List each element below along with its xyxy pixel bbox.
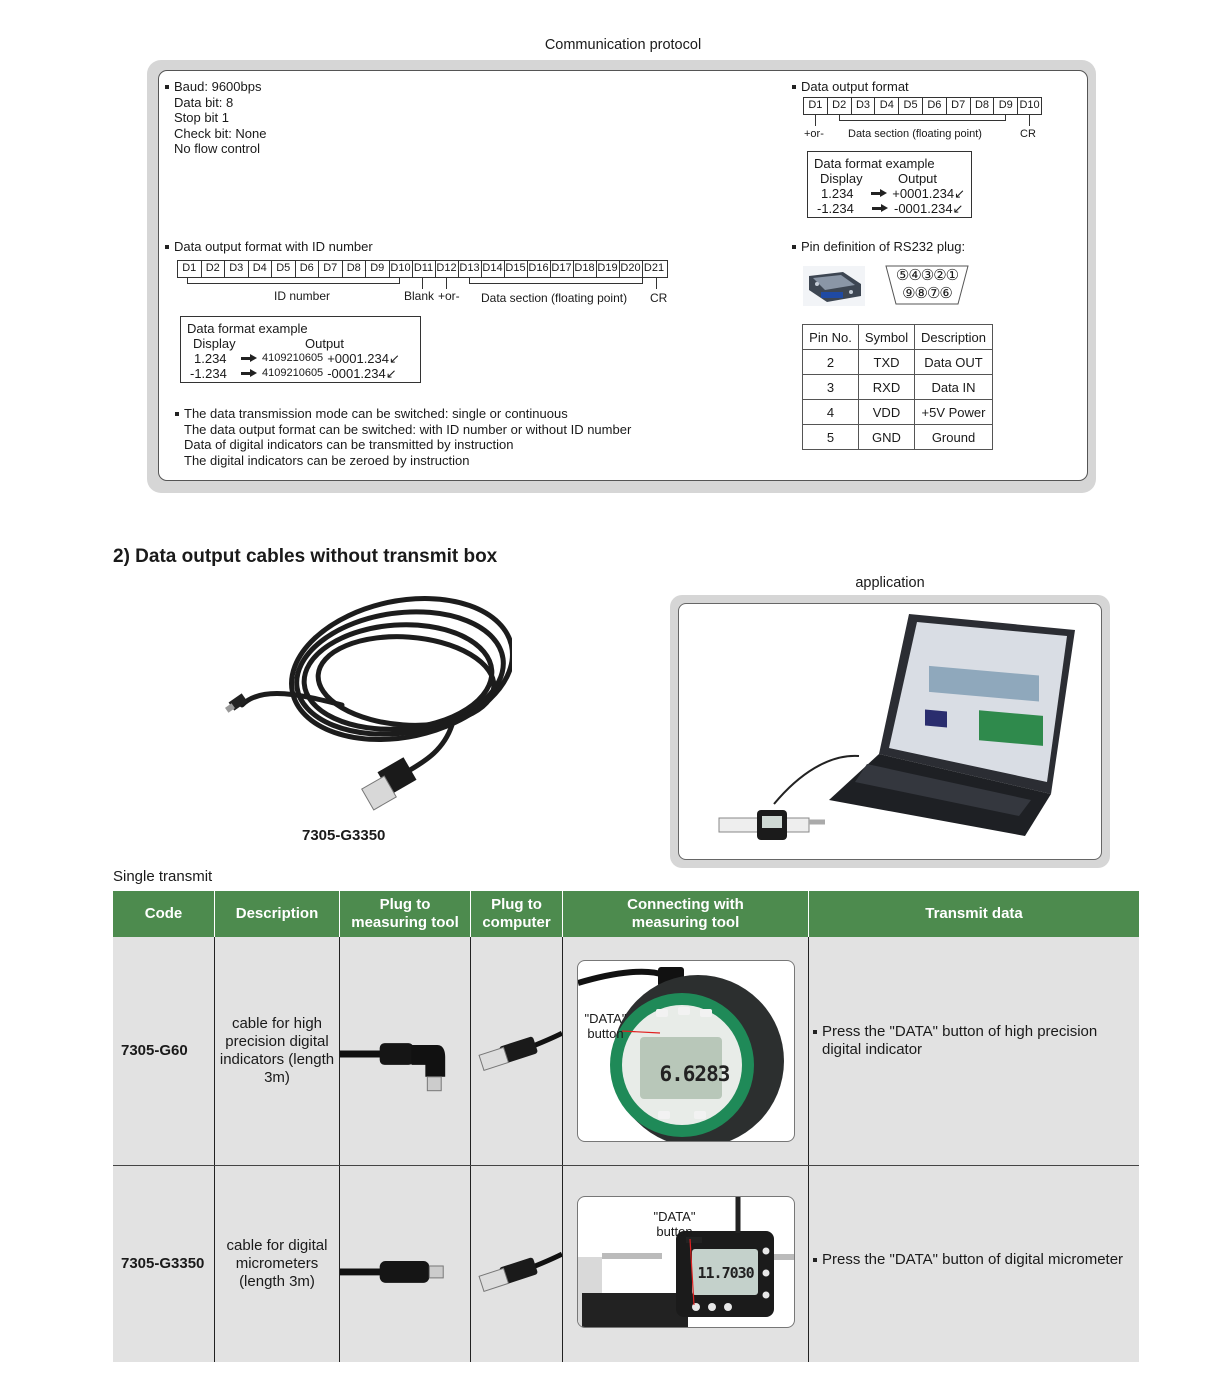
application-label: application — [855, 575, 925, 591]
usb-a-plug — [471, 937, 563, 1165]
feature-item: The data output format can be switched: with ID number or without ID number — [184, 421, 632, 437]
table-row — [113, 937, 1139, 1166]
feature-item: The data transmission mode can be switched: single or continuous — [175, 406, 631, 422]
micrometer-display-value: 11.7030 — [697, 1264, 754, 1282]
usb-cable-image — [222, 585, 512, 817]
example-display-value: 1.234 — [821, 186, 854, 201]
example-header — [814, 171, 965, 186]
format-cell: D13 — [459, 261, 482, 277]
pin-cell: Data IN — [915, 375, 993, 400]
format-cell: D3 — [852, 98, 876, 114]
cr-tick — [656, 277, 657, 289]
blank-label: Blank — [404, 289, 435, 303]
connecting-photo-cell — [563, 1166, 809, 1362]
row-transmit — [809, 1166, 1139, 1362]
format-cell: D5 — [272, 261, 296, 277]
pin-table-row — [803, 425, 993, 450]
example-id-value: 4109210605 — [262, 352, 324, 364]
example-title: Data format example — [187, 321, 308, 336]
pin-cell: VDD — [859, 400, 915, 425]
output-format-title: Data output format — [792, 79, 909, 95]
format-cell: D7 — [947, 98, 971, 114]
example-display-value: -1.234 — [190, 366, 227, 381]
row-code: 7305-G3350 — [113, 1166, 215, 1362]
table-row — [113, 1166, 1139, 1362]
id-cr-label: CR — [650, 291, 668, 305]
micrometer-photo — [577, 1196, 795, 1328]
application-image — [678, 603, 1102, 860]
micro-usb-straight-plug — [340, 1166, 471, 1362]
row-code: 7305-G60 — [113, 937, 215, 1165]
pin-header-cell: Description — [915, 325, 993, 350]
format-cell: D4 — [249, 261, 273, 277]
format-cell: D20 — [620, 261, 643, 277]
setting-data-bit: Data bit: 8 — [174, 94, 234, 110]
row-description: cable for digital micrometers (length 3m) — [215, 1166, 340, 1362]
arrow-icon — [241, 370, 257, 377]
example-output-value: +0001.234↙ — [327, 351, 400, 366]
example-output-value: -0001.234↙ — [894, 201, 964, 216]
data-button-callout: "DATA" button — [653, 1209, 696, 1239]
row-transmit — [809, 937, 1139, 1165]
serial-settings — [165, 79, 267, 157]
example-display-value: -1.234 — [817, 201, 854, 216]
format-cell: D6 — [296, 261, 320, 277]
pin-cell: 2 — [803, 350, 859, 375]
pin-table-row — [803, 350, 993, 375]
feature-item: The digital indicators can be zeroed by instruction — [184, 452, 470, 468]
setting-baud: Baud: 9600bps — [165, 79, 267, 95]
setting-flow-control: No flow control — [174, 141, 260, 156]
pin-row-top: ⑤④③②① — [895, 267, 959, 284]
setting-check-bit: Check bit: None — [174, 125, 267, 141]
sign-tick — [446, 277, 447, 289]
format-cell: D9 — [366, 261, 390, 277]
row-description: cable for high precision digital indicators (length 3m) — [215, 937, 340, 1165]
format-cell: D14 — [482, 261, 505, 277]
format-cell: D9 — [994, 98, 1018, 114]
data-button-callout: "DATA" button — [584, 1011, 627, 1041]
example-display-value: 1.234 — [194, 351, 227, 366]
id-number-label: ID number — [274, 289, 331, 303]
format-cell: D1 — [178, 261, 202, 277]
format-cell: D12 — [436, 261, 459, 277]
id-data-label: Data section (floating point) — [481, 291, 628, 305]
sign-label: +or- — [804, 128, 824, 140]
pin-table-row — [803, 375, 993, 400]
format-cell: D1 — [804, 98, 828, 114]
col-plug-tool: Plug to measuring tool — [340, 891, 471, 937]
cable-table-header — [113, 891, 1139, 937]
format-cell: D8 — [343, 261, 367, 277]
example-col-display: Display — [820, 171, 863, 186]
format-cell: D8 — [971, 98, 995, 114]
example-col-display: Display — [193, 336, 236, 351]
pin-table-row — [803, 400, 993, 425]
format-cell: D7 — [319, 261, 343, 277]
pin-header-cell: Symbol — [859, 325, 915, 350]
format-cell: D15 — [505, 261, 528, 277]
format-cell: D5 — [899, 98, 923, 114]
example-output-value: +0001.234↙ — [892, 186, 965, 201]
data-section-label: Data section (floating point) — [848, 128, 982, 140]
format-cell: D11 — [413, 261, 436, 277]
format-cell: D2 — [202, 261, 226, 277]
transmit-text: Press the "DATA" button of digital micrometer — [822, 1251, 1124, 1268]
cr-tick — [1029, 114, 1030, 126]
example-title: Data format example — [814, 156, 935, 171]
id-sign-label: +or- — [438, 289, 460, 303]
format-cell: D19 — [597, 261, 620, 277]
pin-header-cell: Pin No. — [803, 325, 859, 350]
micro-usb-right-angle-plug — [340, 937, 471, 1165]
col-plug-computer: Plug to computer — [471, 891, 563, 937]
pin-cell: 4 — [803, 400, 859, 425]
format-cell: D2 — [828, 98, 852, 114]
feature-item: Data of digital indicators can be transmitted by instruction — [184, 437, 514, 452]
blank-tick — [422, 277, 423, 289]
format-cell: D4 — [875, 98, 899, 114]
example-row — [814, 201, 965, 216]
arrow-icon — [872, 205, 888, 212]
example-row — [187, 366, 414, 381]
rs232-plug-image — [803, 266, 865, 306]
pin-cell: GND — [859, 425, 915, 450]
pin-cell: RXD — [859, 375, 915, 400]
example-col-output: Output — [898, 171, 938, 186]
cr-label: CR — [1020, 128, 1036, 140]
output-format-cells — [803, 97, 1042, 115]
protocol-title: Communication protocol — [544, 37, 702, 53]
col-description: Description — [215, 891, 340, 937]
col-code: Code — [113, 891, 215, 937]
sign-tick — [815, 114, 816, 126]
id-number-bracket — [187, 277, 400, 284]
id-format-example-box — [180, 316, 421, 383]
example-row — [187, 351, 414, 366]
pin-def-title: Pin definition of RS232 plug: — [792, 239, 965, 255]
format-cell: D18 — [574, 261, 597, 277]
example-row — [814, 186, 965, 201]
format-cell: D10 — [390, 261, 413, 277]
pin-cell: TXD — [859, 350, 915, 375]
bullet-icon — [813, 1030, 817, 1034]
id-format-title: Data output format with ID number — [165, 239, 373, 255]
id-format-cells — [177, 260, 668, 278]
connecting-photo-cell — [563, 937, 809, 1165]
pin-cell: 3 — [803, 375, 859, 400]
example-header — [187, 336, 414, 351]
pin-row-bottom: ⑨⑧⑦⑥ — [902, 285, 952, 302]
arrow-icon — [871, 190, 887, 197]
setting-stop-bit: Stop bit 1 — [174, 110, 229, 125]
pin-cell: Ground — [915, 425, 993, 450]
col-connecting: Connecting with measuring tool — [563, 891, 809, 937]
pin-table — [802, 324, 993, 450]
transmit-bullet — [813, 1251, 1123, 1269]
pin-cell: Data OUT — [915, 350, 993, 375]
example-id-value: 4109210605 — [262, 367, 324, 379]
data-section-bracket — [839, 114, 1006, 121]
pin-table-header — [803, 325, 993, 350]
bullet-icon — [813, 1258, 817, 1262]
arrow-icon — [241, 355, 257, 362]
format-cell: D17 — [551, 261, 574, 277]
transmit-bullet — [813, 1023, 1139, 1059]
format-cell: D6 — [923, 98, 947, 114]
format-cell: D3 — [225, 261, 249, 277]
indicator-photo — [577, 960, 795, 1142]
feature-list — [175, 406, 631, 468]
col-transmit: Transmit data — [925, 905, 1023, 922]
format-cell: D16 — [528, 261, 551, 277]
example-col-output: Output — [305, 336, 345, 351]
example-output-value: -0001.234↙ — [327, 366, 397, 381]
format-cell: D21 — [643, 262, 665, 274]
format-cell: D10 — [1019, 99, 1040, 111]
transmit-text: Press the "DATA" button of high precision digital indicator — [822, 1023, 1098, 1058]
single-transmit-label: Single transmit — [113, 868, 213, 885]
section-heading: 2) Data output cables without transmit box — [113, 546, 498, 567]
cable-code-label: 7305-G3350 — [302, 827, 386, 844]
pin-diagram — [882, 264, 972, 306]
pin-cell: +5V Power — [915, 400, 993, 425]
pin-cell: 5 — [803, 425, 859, 450]
indicator-display-value: 6.6283 — [659, 1062, 730, 1086]
id-data-bracket — [469, 277, 643, 284]
usb-a-plug — [471, 1166, 563, 1362]
data-format-example-box — [807, 151, 972, 218]
